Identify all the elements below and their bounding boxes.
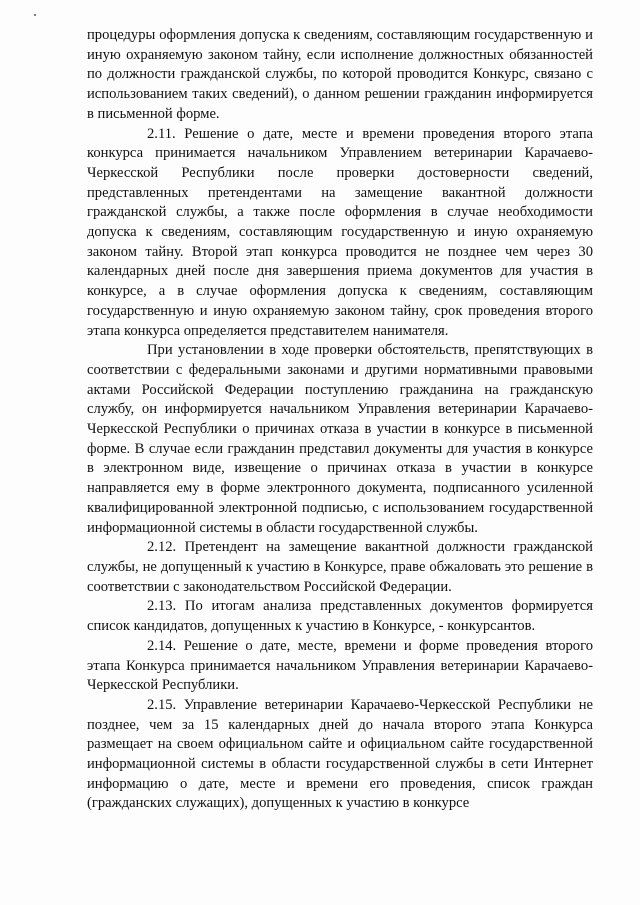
- paragraph-refusal-notice: При установлении в ходе проверки обстоятельств, препятствующих в соответствии с федеральными законами и другими нормативными правовыми актами Российской Федерации поступлению гражданина на гражданскую службу, он информируется начальником Управления ветеринарии Карачаево-Черкесской Республики о причинах отказа в участии в конкурсе в письменной форме. В случае если гражданин представил документы для участия в конкурсе в электронном виде, извещение о причинах отказа в участии в конкурсе направляется ему в форме электронного документа, подписанного усиленной квалифицированной электронной подписью, с использованием государственной информационной системы в области государственной службы.: [87, 342, 593, 536]
- paragraph-2-15: 2.15. Управление ветеринарии Карачаево-Черкесской Республики не позднее, чем за 15 календарных дней до начала второго этапа Конкурса размещает на своем официальном сайте и официальном сайте государственной информационной системы в области государственной службы в сети Интернет информацию о дате, месте и времени его проведения, список граждан (гражданских служащих), допущенных к участию в конкурсе: [87, 696, 593, 812]
- paragraph-2-12: 2.12. Претендент на замещение вакантной должности гражданской службы, не допущенный к участию в Конкурсе, праве обжаловать это решение в соответствии с законодательством Российской Федерации.: [87, 539, 593, 595]
- paragraph-2-14: 2.14. Решение о дате, месте, времени и форме проведения второго этапа Конкурса принимается начальником Управления ветеринарии Карачаево-Черкесской Республики.: [87, 637, 593, 694]
- document-body: [87, 26, 593, 814]
- paragraph-continuation: процедуры оформления допуска к сведениям, составляющим государственную и иную охраняемую законом тайну, если исполнение должностных обязанностей по должности гражданской службы, по которой проводится Конкурс, связано с использованием таких сведений), о данном решении гражданин информируется в письменной форме.: [87, 27, 593, 122]
- paragraph-2-13: 2.13. По итогам анализа представленных документов формируется список кандидатов, допущенных к участию в Конкурсе, - конкурсантов.: [87, 598, 593, 635]
- scan-speck: [34, 14, 36, 16]
- paragraph-2-11: 2.11. Решение о дате, месте и времени проведения второго этапа конкурса принимается начальником Управлением ветеринарии Карачаево-Черкесской Республики после проверки достоверности сведений, представленных претендентами на замещение вакантной должности гражданской службы, а также после оформления в случае необходимости допуска к сведениям, составляющим государственную и иную охраняемую законом тайну. Второй этап конкурса проводится не позднее чем через 30 календарных дней после дня завершения приема документов для участия в конкурсе, а в случае оформления допуска к сведениям, составляющим государственную и иную охраняемую законом тайну, срок проведения второго этапа конкурса определяется представителем нанимателя.: [87, 125, 593, 339]
